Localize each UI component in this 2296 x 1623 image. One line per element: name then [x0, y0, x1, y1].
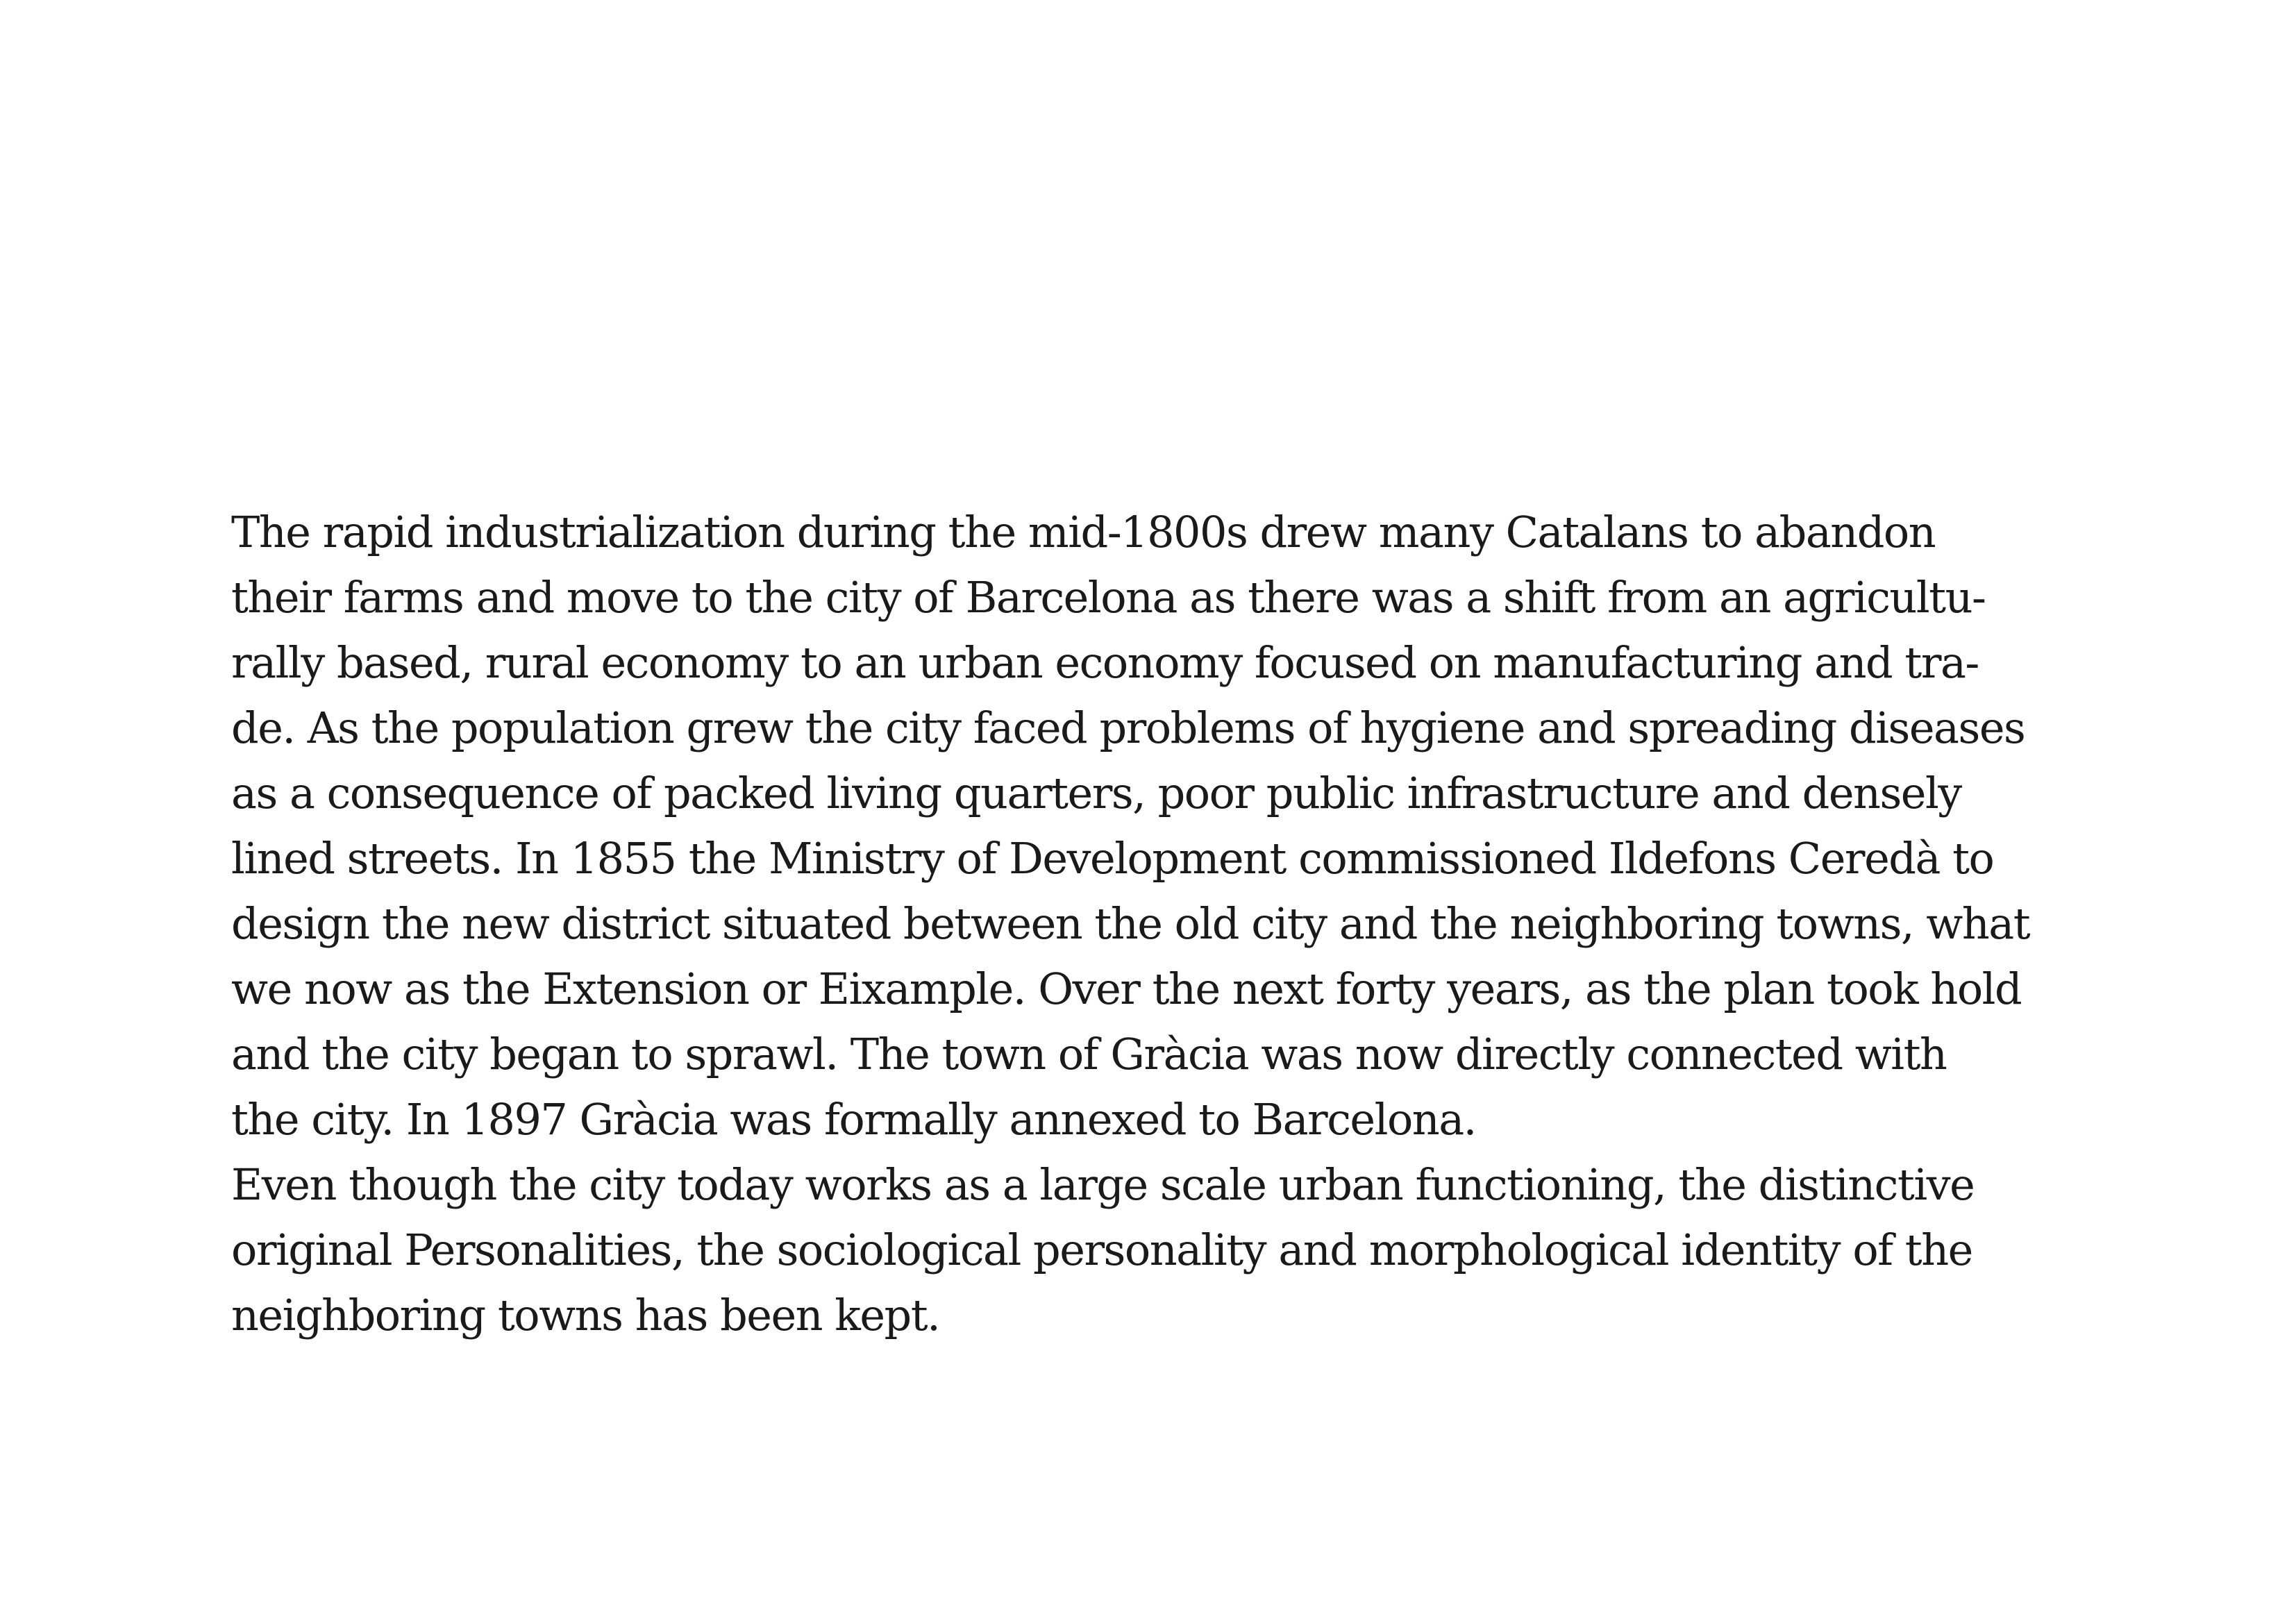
text-line-4: de. As the population grew the city faced problems of hygiene and spreading diseases — [231, 703, 2025, 753]
text-line-2: their farms and move to the city of Barcelona as there was a shift from an agricultu- — [231, 572, 1986, 623]
text-line-1: The rapid industrialization during the mid-1800s drew many Catalans to abandon — [231, 507, 1936, 557]
text-line-5: as a consequence of packed living quarters, poor public infrastructure and densely — [231, 768, 1961, 818]
text-line-7: design the new district situated between the old city and the neighboring towns, what — [231, 898, 2030, 949]
text-line-3: rally based, rural economy to an urban economy focused on manufacturing and tra- — [231, 637, 1979, 688]
body-text — [231, 500, 2134, 1348]
text-line-11: Even though the city today works as a large scale urban functioning, the distinctive — [231, 1159, 1975, 1210]
text-line-9: and the city began to sprawl. The town of Gràcia was now directly connected with — [231, 1029, 1947, 1079]
text-line-10: the city. In 1897 Gràcia was formally annexed to Barcelona. — [231, 1094, 1476, 1145]
text-line-12: original Personalities, the sociological personality and morphological identity of the — [231, 1225, 1972, 1275]
text-line-8: we now as the Extension or Eixample. Over the next forty years, as the plan took hold — [231, 964, 2022, 1014]
text-line-6: lined streets. In 1855 the Ministry of Development commissioned Ildefons Ceredà to — [231, 833, 1994, 884]
text-line-13: neighboring towns has been kept. — [231, 1290, 940, 1340]
